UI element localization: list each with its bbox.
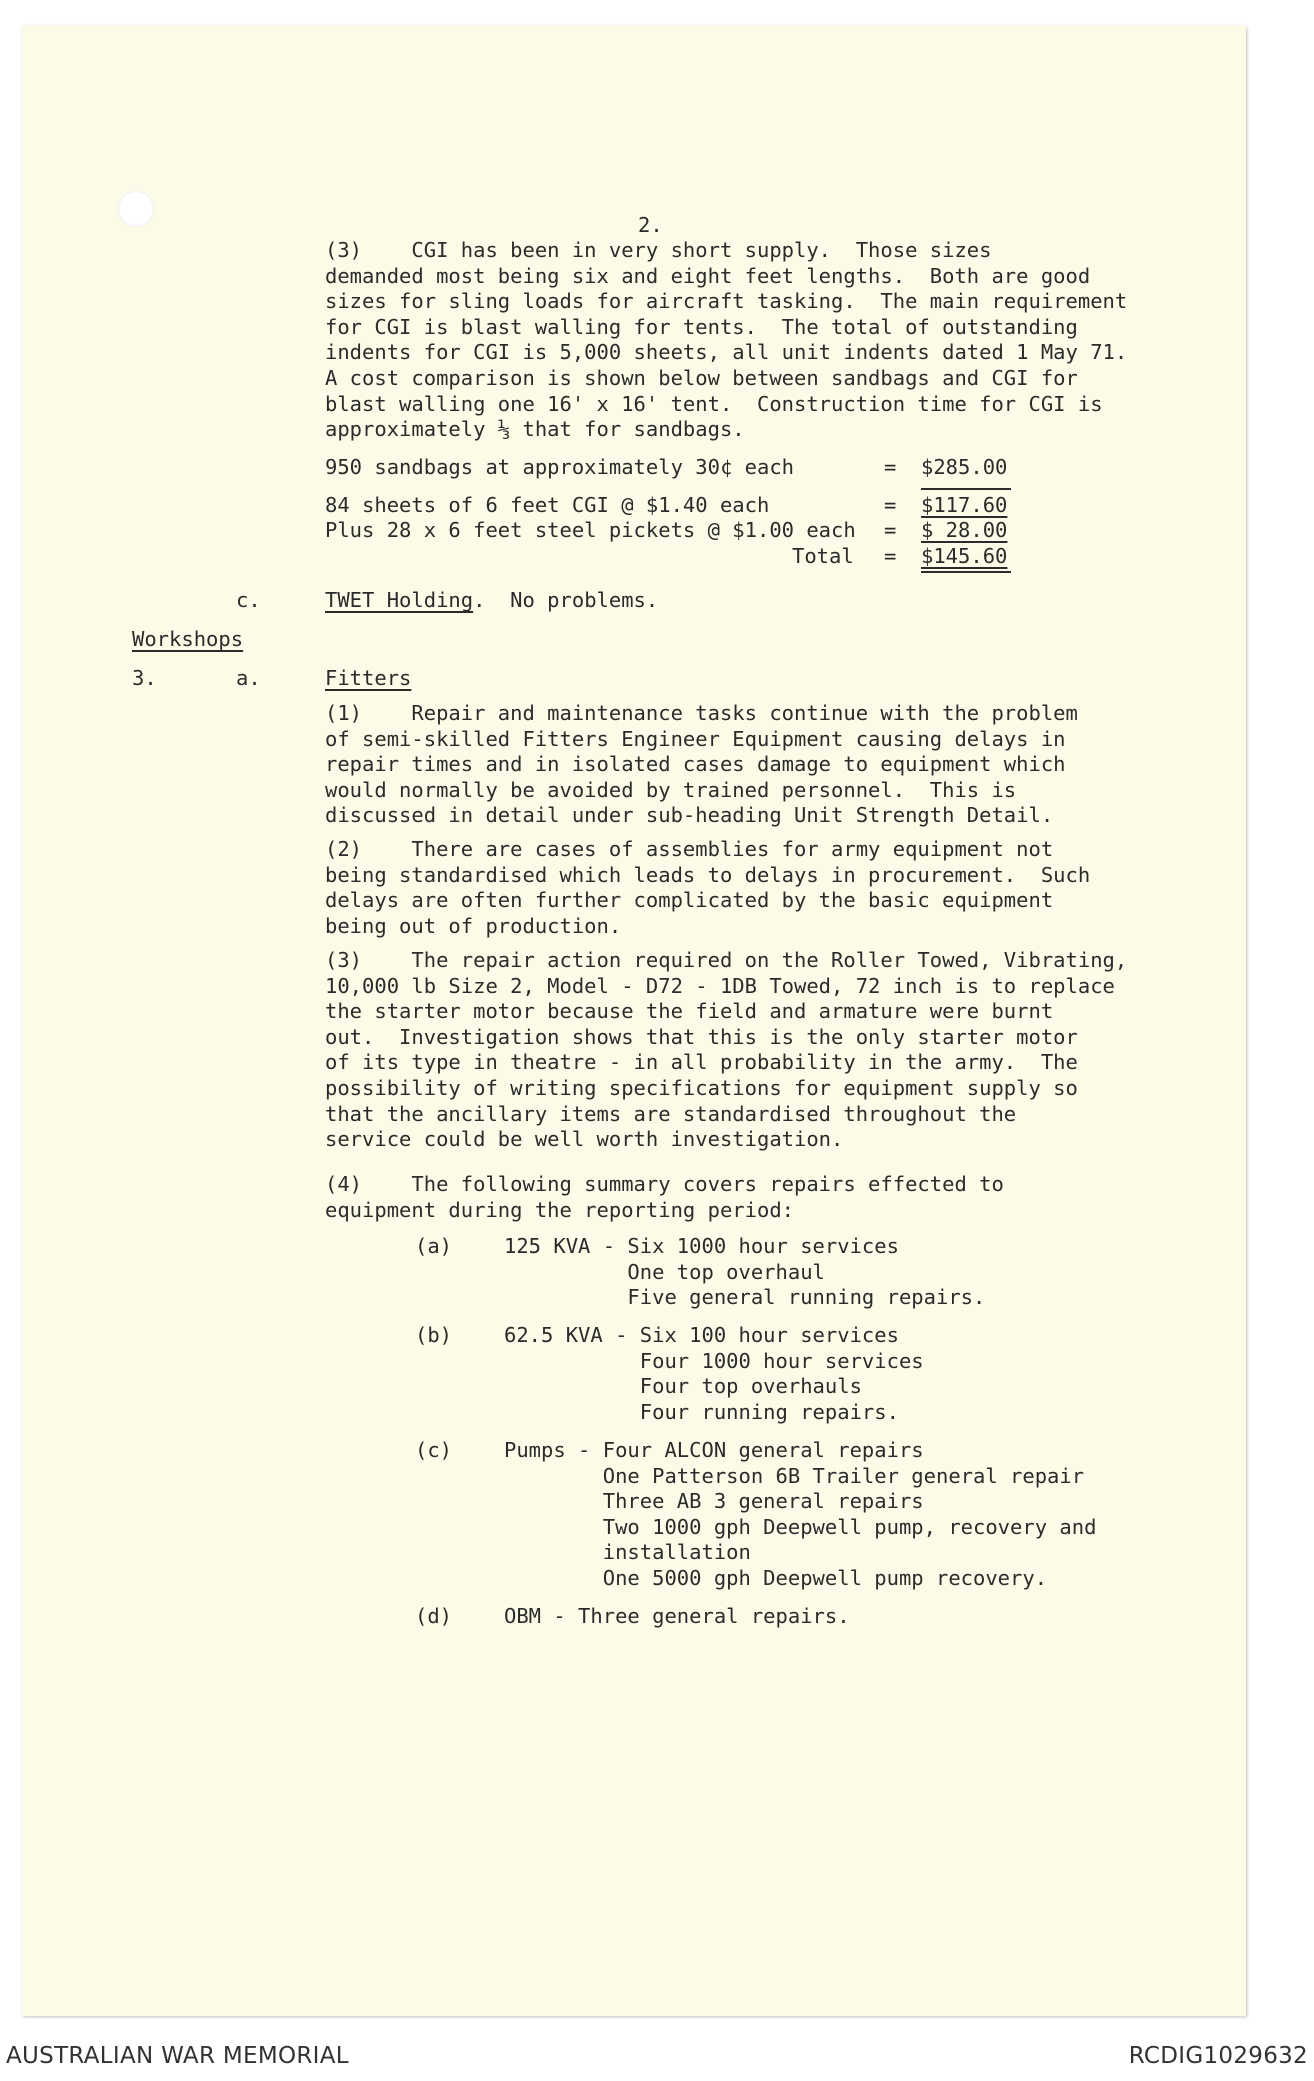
item-c-marker: c.	[236, 588, 261, 612]
cost-sandbags-equals: =	[884, 455, 897, 479]
cost-cgi-label: 84 sheets of 6 feet CGI @ $1.40 each	[325, 493, 770, 517]
workshops-heading: Workshops	[132, 627, 244, 651]
summary-text-c: Pumps - Four ALCON general repairs One Patterson 6B Trailer general repair Three AB 3 general repairs Two 1000 gph Deepwell pump, recovery and installation One 5000 gph Deepwell pump recovery.	[504, 1438, 1097, 1590]
cost-total-label: Total	[792, 544, 854, 568]
fitters-heading: Fitters	[325, 666, 412, 690]
cost-total-equals: =	[884, 544, 897, 568]
paragraph-4: (4) The following summary covers repairs effected to equipment during the reporting period:	[325, 1172, 1004, 1222]
document-body	[22, 26, 1246, 2016]
item-a-marker: a.	[236, 666, 261, 690]
cost-total-value: $145.60	[921, 544, 1008, 568]
footer-archive-name: AUSTRALIAN WAR MEMORIAL	[6, 2043, 349, 2069]
item-c-line	[325, 588, 658, 614]
document-page	[22, 26, 1246, 2016]
paragraph-1: (1) Repair and maintenance tasks continue with the problem of semi-skilled Fitters Engineer Equipment causing delays in repair times and in isolated cases damage to equipment which would normally be avoided by trained personnel. This is discussed in detail under sub-heading Unit Strength Detail.	[325, 701, 1078, 828]
paragraph-3: (3) The repair action required on the Roller Towed, Vibrating, 10,000 lb Size 2, Model - D72 - 1DB Towed, 72 inch is to replace the starter motor because the field and armature were burnt out. Investigation shows that this is the only starter motor of its type in theatre - in all probability in the army. The possibility of writing specifications for equipment supply so that the ancillary items are standardised throughout the service could be well worth investigation.	[325, 948, 1128, 1152]
cost-pickets-label: Plus 28 x 6 feet steel pickets @ $1.00 each	[325, 518, 856, 542]
summary-text-b: 62.5 KVA - Six 100 hour services Four 1000 hour services Four top overhauls Four running repairs.	[504, 1323, 924, 1424]
section-number: 3.	[132, 666, 157, 690]
cost-pickets-value: $ 28.00	[921, 518, 1008, 542]
paragraph-cgi-supply: (3) CGI has been in very short supply. Those sizes demanded most being six and eight feet lengths. Both are good sizes for sling loads for aircraft tasking. The main requirement for CGI is blast walling for tents. The total of outstanding indents for CGI is 5,000 sheets, all unit indents dated 1 May 71. A cost comparison is shown below between sandbags and CGI for blast walling one 16' x 16' tent. Construction time for CGI is approximately ⅓ that for sandbags.	[325, 238, 1128, 442]
cost-sandbags-value: $285.00	[921, 455, 1008, 479]
cost-rule-top	[921, 488, 1011, 490]
cost-cgi-equals: =	[884, 493, 897, 517]
cost-sandbags-label: 950 sandbags at approximately 30¢ each	[325, 455, 794, 479]
page-number: 2.	[638, 213, 663, 237]
summary-text-a: 125 KVA - Six 1000 hour services One top overhaul Five general running repairs.	[504, 1234, 986, 1310]
summary-label-b: (b)	[415, 1323, 453, 1347]
summary-label-a: (a)	[415, 1234, 453, 1258]
summary-label-d: (d)	[415, 1604, 453, 1628]
twet-holding-heading: TWET Holding	[325, 588, 474, 612]
twet-holding-text: . No problems.	[473, 588, 659, 612]
cost-total-double-rule	[921, 571, 1011, 573]
footer-record-id: RCDIG1029632	[1128, 2043, 1308, 2069]
paragraph-2: (2) There are cases of assemblies for army equipment not being standardised which leads to delays in procurement. Such delays are often further complicated by the basic equipment being out of production.	[325, 837, 1091, 938]
cost-pickets-equals: =	[884, 518, 897, 542]
summary-text-d: OBM - Three general repairs.	[504, 1604, 850, 1628]
summary-label-c: (c)	[415, 1438, 453, 1462]
cost-cgi-value: $117.60	[921, 493, 1008, 517]
